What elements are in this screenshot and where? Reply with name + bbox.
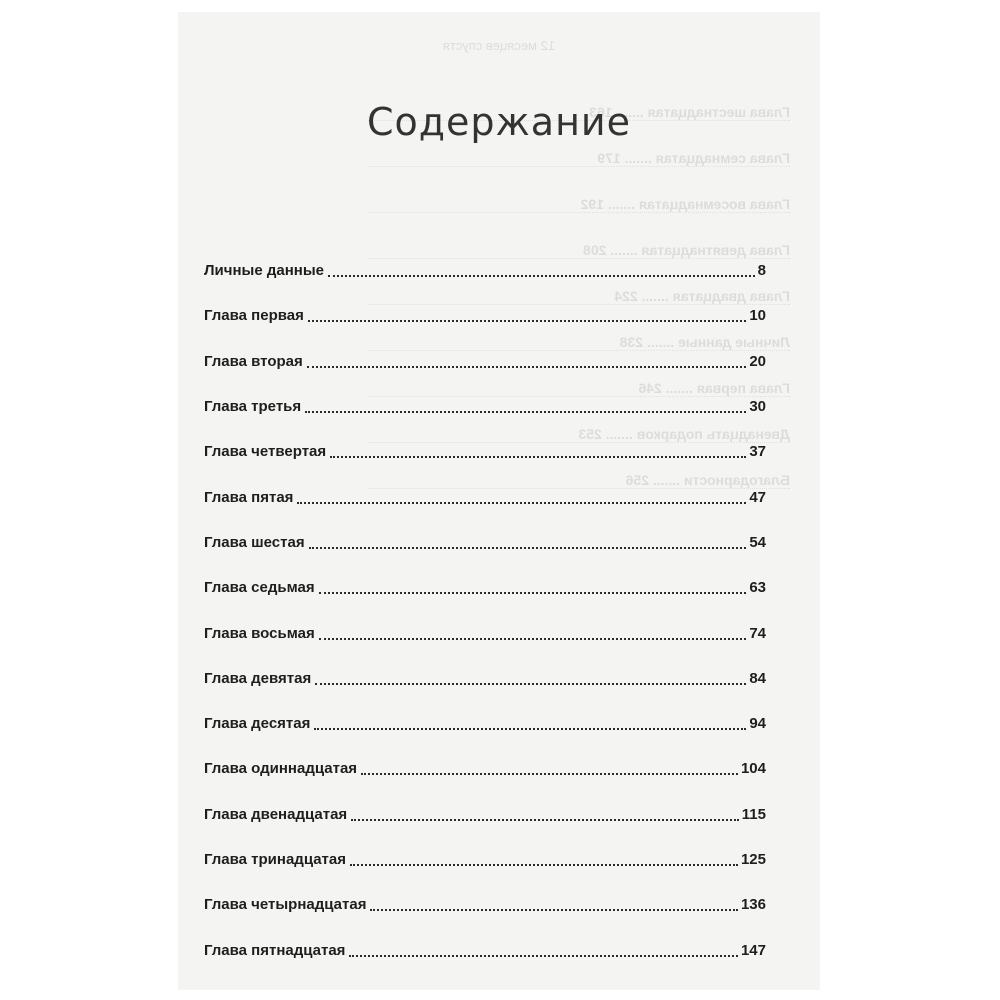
dot-leader (328, 275, 755, 277)
toc-entry-page-number: 125 (740, 851, 766, 868)
toc-entry-page-number: 94 (749, 715, 766, 733)
toc-entry (204, 520, 766, 565)
toc-entry-page-number: 115 (741, 805, 766, 823)
toc-entry-title: Личные данные (204, 262, 324, 280)
toc-entry-title: Глава четвертая (204, 443, 327, 461)
toc-entry-title: Глава вторая (204, 352, 303, 370)
dot-leader (307, 366, 747, 368)
toc-entry-page-number: 30 (749, 398, 766, 416)
toc-entry (204, 701, 766, 746)
dot-leader (314, 728, 746, 730)
dot-leader (309, 547, 747, 549)
toc-entry-page-number: 37 (749, 443, 766, 461)
toc-entry (204, 565, 766, 610)
dot-leader (361, 773, 738, 775)
toc-entry (204, 429, 766, 474)
toc-entry-title: Глава шестая (204, 533, 305, 551)
toc-entry (204, 656, 766, 701)
toc-entry-page-number: 63 (749, 579, 766, 597)
toc-entry (204, 610, 766, 655)
toc-entry-page-number: 84 (749, 669, 766, 687)
toc-entry-title: Глава первая (204, 307, 304, 325)
toc-entry (204, 384, 766, 429)
dot-leader (319, 592, 747, 594)
toc-entry-page-number: 47 (749, 488, 766, 506)
show-through-text: 12 месяцев спустя Глава шестнадцатая ....... 163 Глава семнадцатая ....... 179 Глава восемнадцатая ....... 192 Глава девятнадцатая ....... 208 Глава двадцатая ....... 224 Личные данные ....... 238 Глава первая ....... 246 Двенадцать подарков ....... 253 Благодарности ....... 256 (178, 12, 820, 990)
table-of-contents (204, 248, 766, 973)
toc-entry (204, 927, 766, 972)
dot-leader (315, 683, 746, 685)
dot-leader (349, 955, 738, 957)
book-page (178, 12, 820, 990)
toc-entry (204, 837, 766, 882)
toc-entry-page-number: 20 (749, 352, 766, 370)
toc-entry-title: Глава пятнадцатая (204, 941, 346, 959)
toc-entry-page-number: 8 (757, 262, 766, 280)
toc-entry-title: Глава восьмая (204, 624, 315, 642)
toc-entry-title: Глава десятая (204, 715, 311, 733)
toc-entry (204, 248, 766, 293)
toc-entry (204, 792, 766, 837)
page-title: Содержание (367, 100, 631, 144)
toc-entry-title: Глава седьмая (204, 579, 315, 597)
toc-entry-page-number: 74 (749, 624, 766, 642)
toc-entry-title: Глава четырнадцатая (204, 896, 367, 914)
dot-leader (350, 864, 738, 866)
dot-leader (308, 320, 746, 322)
toc-entry-page-number: 147 (740, 941, 766, 959)
toc-entry-title: Глава одиннадцатая (204, 760, 358, 778)
dot-leader (370, 909, 738, 911)
toc-entry-page-number: 136 (740, 896, 766, 914)
toc-entry (204, 293, 766, 338)
dot-leader (330, 456, 746, 458)
dot-leader (305, 411, 746, 413)
dot-leader (319, 638, 747, 640)
toc-entry (204, 474, 766, 519)
toc-entry-title: Глава третья (204, 398, 302, 416)
toc-entry-page-number: 10 (749, 307, 766, 325)
toc-entry (204, 746, 766, 791)
toc-entry (204, 339, 766, 384)
toc-entry-page-number: 104 (740, 760, 766, 778)
dot-leader (297, 502, 746, 504)
toc-entry-title: Глава двенадцатая (204, 805, 348, 823)
toc-entry-title: Глава девятая (204, 669, 312, 687)
toc-entry-title: Глава тринадцатая (204, 851, 347, 868)
toc-entry-page-number: 54 (749, 533, 766, 551)
toc-entry (204, 882, 766, 927)
dot-leader (351, 819, 739, 821)
toc-entry-title: Глава пятая (204, 488, 294, 506)
